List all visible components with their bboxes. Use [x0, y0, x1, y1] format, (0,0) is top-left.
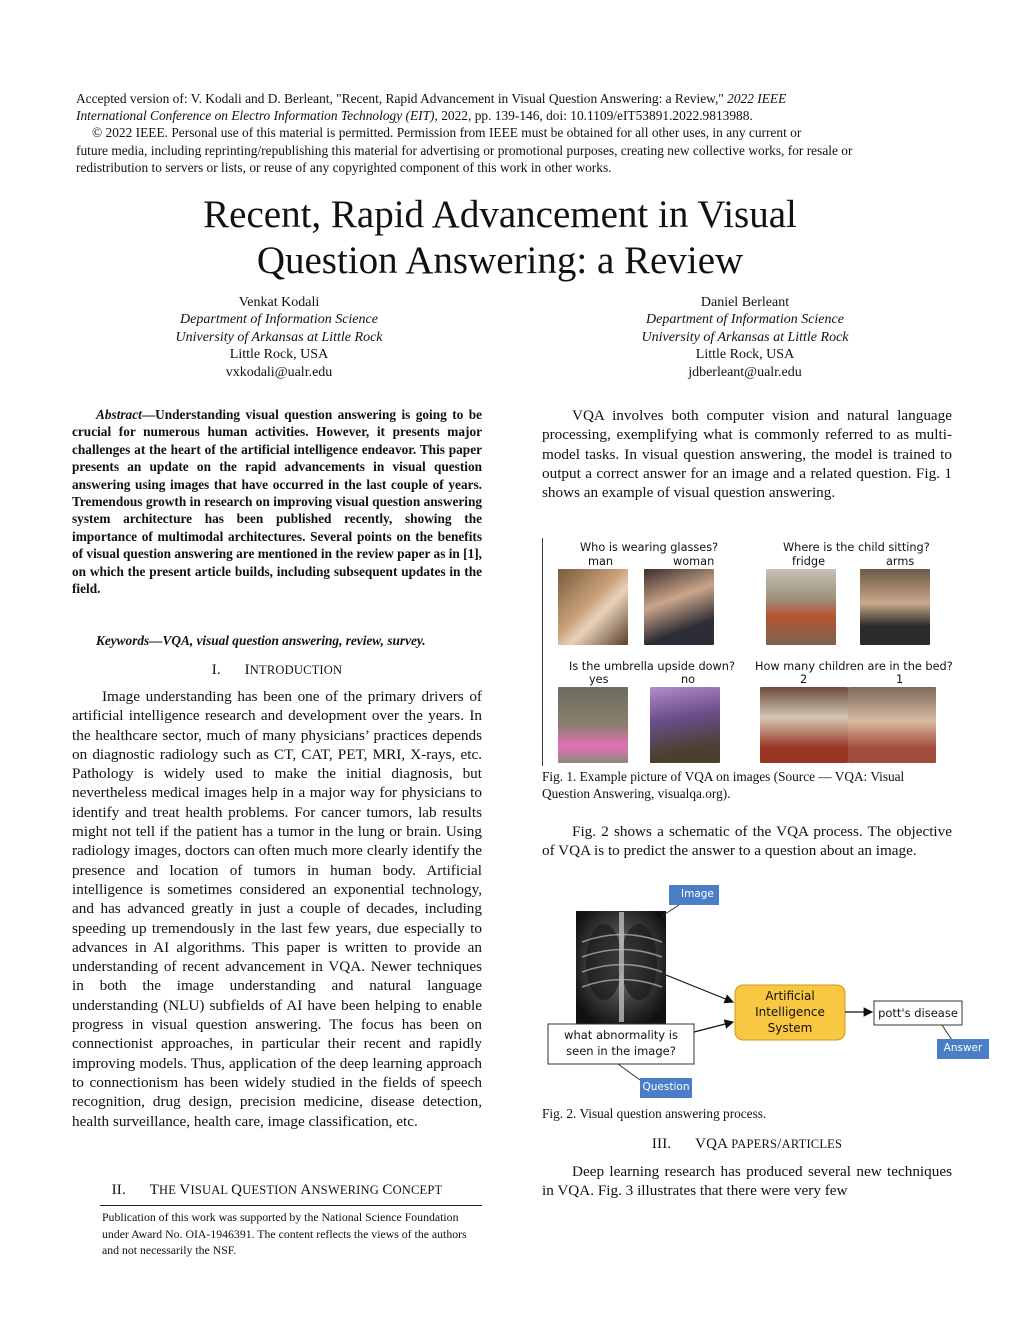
abstract-dash: — — [141, 407, 156, 422]
figure-2 — [542, 882, 1002, 1102]
ai-system-line3: System — [767, 1021, 813, 1035]
section3-paragraph: Deep learning research has produced several new techniques in VQA. Fig. 3 illustrates that there were very few — [542, 1163, 952, 1200]
abstract — [72, 406, 482, 597]
author-dept: Department of Information Science — [180, 312, 378, 328]
fig1-question: Who is wearing glasses? — [580, 541, 719, 554]
st: / — [777, 1136, 782, 1152]
st: VQA — [695, 1136, 732, 1152]
fig1-answer: man — [588, 555, 614, 568]
section-heading-concept — [72, 1182, 482, 1199]
author-email: jdberleant@ualr.edu — [688, 364, 802, 380]
fig1-answer: arms — [886, 555, 915, 568]
fig1-answer: woman — [673, 555, 715, 568]
photo-glasses-woman — [644, 569, 714, 645]
image-tag-label: Image — [681, 888, 714, 900]
author-email: vxkodali@ualr.edu — [225, 364, 333, 380]
photo-bed-one — [848, 687, 936, 763]
st: ONCEPT — [392, 1183, 443, 1197]
photo-umbrella-yes — [558, 687, 628, 763]
title-line1: Recent, Rapid Advancement in Visual — [203, 193, 797, 236]
abstract-text: Understanding visual question answering is going to be crucial for numerous human activities. However, it presents major challenges at the heart of the artificial intelligence endeavor. This paper presents an update on the rapid advancements in visual question answering using images that have occurred in the last couple of years. Tremendous growth in research on improving visual question answering system architecture has been published recently, showing the importance of multimodal architectures. Several points on the benefits of visual question answering are mentioned in the review paper as in [1], on which the present article builds, including subsequent updates in the field. — [72, 407, 482, 597]
photo-child-arms — [860, 569, 930, 645]
xray-spine — [619, 912, 624, 1022]
section-number: III. — [651, 1136, 672, 1152]
notice-line4: future media, including reprinting/republishing this material for advertising or promotional purposes, creating new collective works, for resale or — [76, 142, 853, 158]
notice-line5: redistribution to servers or lists, or reuse of any copyrighted component of this work in other works. — [76, 159, 612, 175]
st: ISUAL — [190, 1183, 232, 1197]
st: PAPERS — [731, 1137, 778, 1151]
title-line2: Question Answering: a Review — [256, 239, 744, 282]
section-title-initial: I — [244, 662, 250, 678]
ai-system-line1: Artificial — [765, 989, 815, 1003]
fig1-question: Where is the child sitting? — [783, 541, 930, 554]
author-univ: University of Arkansas at Little Rock — [641, 329, 849, 345]
photo-glasses-man — [558, 569, 628, 645]
fig1-answer: fridge — [792, 555, 826, 568]
notice-line1: Accepted version of: V. Kodali and D. Berleant, "Recent, Rapid Advancement in Visual Question Answering: a Review," — [76, 91, 728, 106]
answer-tag-label: Answer — [943, 1042, 983, 1054]
question-text-line1: what abnormality is — [564, 1028, 678, 1042]
author-block-2 — [595, 294, 895, 381]
fig1-question: Is the umbrella upside down? — [569, 660, 735, 673]
photo-child-fridge — [766, 569, 836, 645]
question-tag-label: Question — [642, 1081, 690, 1093]
section-heading-papers — [542, 1136, 952, 1153]
fig1-answer: 2 — [800, 673, 808, 686]
right-intro — [542, 406, 952, 502]
figure-1-caption: Fig. 1. Example picture of VQA on images (Source — VQA: Visual Question Answering, visualqa.org). — [542, 769, 905, 802]
figure-1 — [542, 538, 962, 768]
fig1-question: How many children are in the bed? — [755, 660, 953, 673]
keywords: Keywords—VQA, visual question answering, review, survey. — [96, 633, 426, 648]
footnote: Publication of this work was supported by the National Science Foundation under Award No. OIA-1946391. The content reflects the views of the authors and not necessarily the NSF. — [102, 1210, 467, 1257]
intro-paragraph: Image understanding has been one of the primary drivers of artificial intelligence research and development over the years. In the healthcare sector, much of many physicians’ practices depends on diagnostic radiology such as CT, CAT, PET, MRI, X-rays, etc. Pathology is widely used to make the initial diagnosis, but nevertheless medical images help in a major way for physicians to identify and treat health problems. For cancer tumors, lab results might not tell if the patient has a tumor in the lung or brain. Using radiology images, doctors can often much more clearly identify the presence and location of tumors in human body. Artificial intelligence is sometimes considered an exponential technology, and has advanced greatly in just a couple of decades, including speeding up tremendously in the last few years, due especially to advances in AI algorithms. This paper is written to provide an understanding of recent advancement in VQA. Newer techniques in both the image understanding and natural language understanding (NLU) subfields of AI have been helping to enable progress in visual question answering. The focus has been on connectionist approaches, in particular their recent and rapidly improving models. Thus, application of the deep learning approach to connectionism has been widely studied in the fields of speech recognition, drug design, precision medicine, disease detection, health surveillance, health care, image classification, etc. — [72, 688, 482, 1130]
st: NSWERING — [311, 1183, 383, 1197]
section-number: I. — [211, 662, 221, 678]
author-city: Little Rock, USA — [695, 347, 795, 363]
photo-umbrella-no — [650, 687, 720, 763]
arrow-question-to-ai — [694, 1022, 733, 1032]
section-number: II. — [111, 1182, 126, 1198]
fig1-answer: yes — [589, 673, 609, 686]
fig2-intro — [542, 822, 952, 861]
notice-conference: 2022 IEEE — [727, 91, 787, 106]
st: V — [179, 1182, 191, 1198]
notice-conference-name: International Conference on Electro Information Technology (EIT) — [76, 108, 435, 124]
author-dept: Department of Information Science — [646, 312, 844, 328]
st: A — [300, 1182, 312, 1198]
st: HE — [159, 1183, 180, 1197]
st: C — [382, 1182, 393, 1198]
answer-text: pott's disease — [878, 1006, 958, 1020]
copyright-notice — [76, 90, 948, 176]
st: ARTICLES — [781, 1137, 843, 1151]
section3-body — [542, 1162, 952, 1201]
author-city: Little Rock, USA — [229, 347, 329, 363]
introduction-body — [72, 687, 482, 1131]
section-title-rest: NTRODUCTION — [249, 663, 343, 677]
question-text-line2: seen in the image? — [566, 1044, 676, 1058]
footnote-divider — [100, 1205, 482, 1206]
image-tag-pointer — [662, 905, 679, 916]
right-intro-paragraph: VQA involves both computer vision and natural language processing, exemplifying what is commonly referred to as multi-model tasks. In visual question answering, the model is trained to output a correct answer for an image and a related question. Fig. 1 shows an example of visual question answering. — [542, 407, 952, 502]
fig2-intro-paragraph: Fig. 2 shows a schematic of the VQA process. The objective of VQA is to predict the answer to a question about an image. — [542, 823, 952, 860]
answer-tag-pointer — [942, 1025, 952, 1040]
author-name: Venkat Kodali — [238, 295, 320, 310]
st: T — [149, 1182, 160, 1198]
fig1-answer: 1 — [896, 673, 904, 686]
author-name: Daniel Berleant — [700, 295, 790, 310]
st: Q — [231, 1182, 243, 1198]
photo-bed-two — [760, 687, 848, 763]
ai-system-line2: Intelligence — [755, 1005, 825, 1019]
notice-doi: , 2022, pp. 139-146, doi: 10.1109/eIT53891.2022.9813988. — [434, 108, 753, 124]
notice-copyright: © 2022 IEEE. Personal use of this material is permitted. Permission from IEEE must be obtained for all other uses, in any current or — [92, 125, 802, 141]
st: UESTION — [242, 1183, 301, 1197]
fig1-answer: no — [681, 673, 696, 686]
figure-1-border — [542, 538, 543, 766]
paper-title — [0, 192, 1000, 284]
arrow-image-to-ai — [666, 975, 733, 1002]
author-block-1 — [129, 294, 429, 381]
figure-2-caption: Fig. 2. Visual question answering process. — [542, 1106, 767, 1121]
question-tag-pointer — [618, 1064, 640, 1080]
author-univ: University of Arkansas at Little Rock — [175, 329, 383, 345]
abstract-label: Abstract — [96, 407, 142, 422]
section-heading-introduction — [72, 662, 482, 679]
